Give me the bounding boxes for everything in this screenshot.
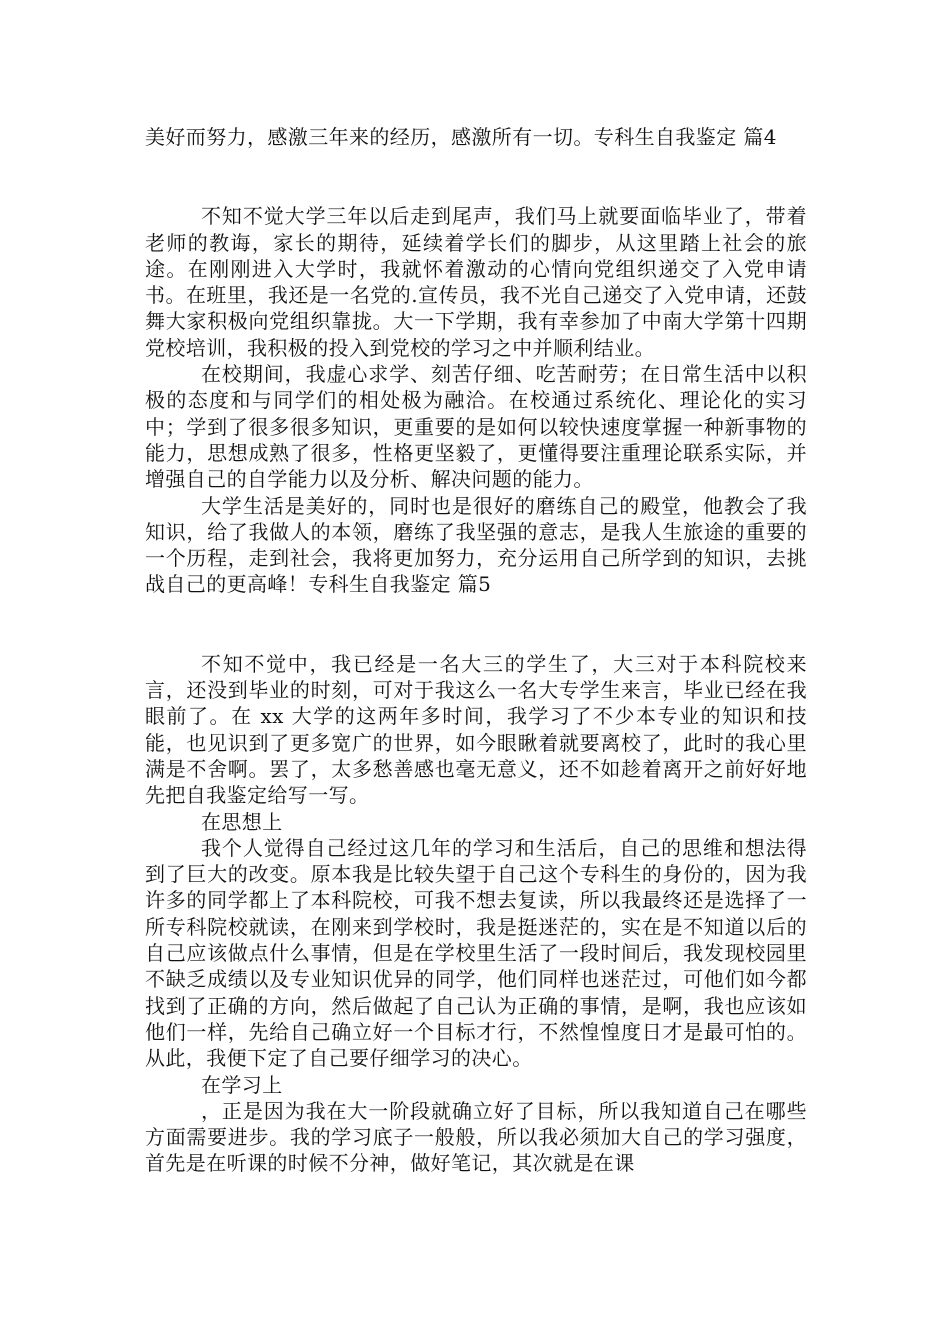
section5-paragraph-1: 不知不觉中，我已经是一名大三的学生了，大三对于本科院校来言，还没到毕业的时刻，可对于我这么一名大专学生来言，毕业已经在我眼前了。在 xx 大学的这两年多时间，我学习了不少本专业的知识和技能，也见识到了更多宽广的世界，如今眼瞅着就要离校了，此时的我心里满是不舍啊。罢了，太多愁善感也毫无意义，还不如趁着离开之前好好地先把自我鉴定给写一写。: [145, 651, 807, 808]
document-page: [145, 124, 807, 1177]
section4-paragraph-2: 在校期间，我虚心求学、刻苦仔细、吃苦耐劳；在日常生活中以积极的态度和与同学们的相处极为融洽。在校通过系统化、理论化的实习中；学到了很多很多知识，更重要的是如何以较快速度掌握一种新事物的能力，思想成熟了很多，性格更坚毅了，更懂得要注重理论联系实际，并增强自己的自学能力以及分析、解决问题的能力。: [145, 362, 807, 492]
section5-paragraph-3: ，正是因为我在大一阶段就确立好了目标，所以我知道自己在哪些方面需要进步。我的学习底子一般般，所以我必须加大自己的学习强度，首先是在听课的时候不分神，做好笔记，其次就是在课: [145, 1098, 807, 1176]
section-gap: [145, 598, 807, 651]
section4-paragraph-1: 不知不觉大学三年以后走到尾声，我们马上就要面临毕业了，带着老师的教诲，家长的期待，延续着学长们的脚步，从这里踏上社会的旅途。在刚刚进入大学时，我就怀着激动的心情向党组织递交了入党申请书。在班里，我还是一名党的.宣传员，我不光自己递交了入党申请，还鼓舞大家积极向党组织靠拢。大一下学期，我有幸参加了中南大学第十四期党校培训，我积极的投入到党校的学习之中并顺利结业。: [145, 204, 807, 360]
heading-study: 在学习上: [201, 1072, 283, 1097]
section5-paragraph-2: 我个人觉得自己经过这几年的学习和生活后，自己的思维和想法得到了巨大的改变。原本我是比较失望于自己这个专科生的身份的，因为我许多的同学都上了本科院校，可我不想去复读，所以我最终还是选择了一所专科院校就读，在刚来到学校时，我是挺迷茫的，实在是不知道以后的自己应该做点什么事情，但是在学校里生活了一段时间后，我发现校园里不缺乏成绩以及专业知识优异的同学，他们同样也迷茫过，可他们如今都找到了正确的方向，然后做起了自己认为正确的事情，是啊，我也应该如他们一样，先给自己确立好一个目标才行，不然惶惶度日才是最可怕的。从此，我便下定了自己要仔细学习的决心。: [145, 835, 807, 1071]
section-gap: [145, 150, 807, 203]
heading-thought: 在思想上: [201, 809, 283, 834]
section4-paragraph-3: 大学生活是美好的，同时也是很好的磨练自己的殿堂，他教会了我知识，给了我做人的本领，磨练了我坚强的意志，是我人生旅途的重要的一个历程，走到社会，我将更加努力，充分运用自己所学到的知识，去挑战自己的更高峰！专科生自我鉴定 篇5: [145, 493, 807, 597]
top-paragraph: 美好而努力，感激三年来的经历，感激所有一切。专科生自我鉴定 篇4: [145, 125, 777, 149]
